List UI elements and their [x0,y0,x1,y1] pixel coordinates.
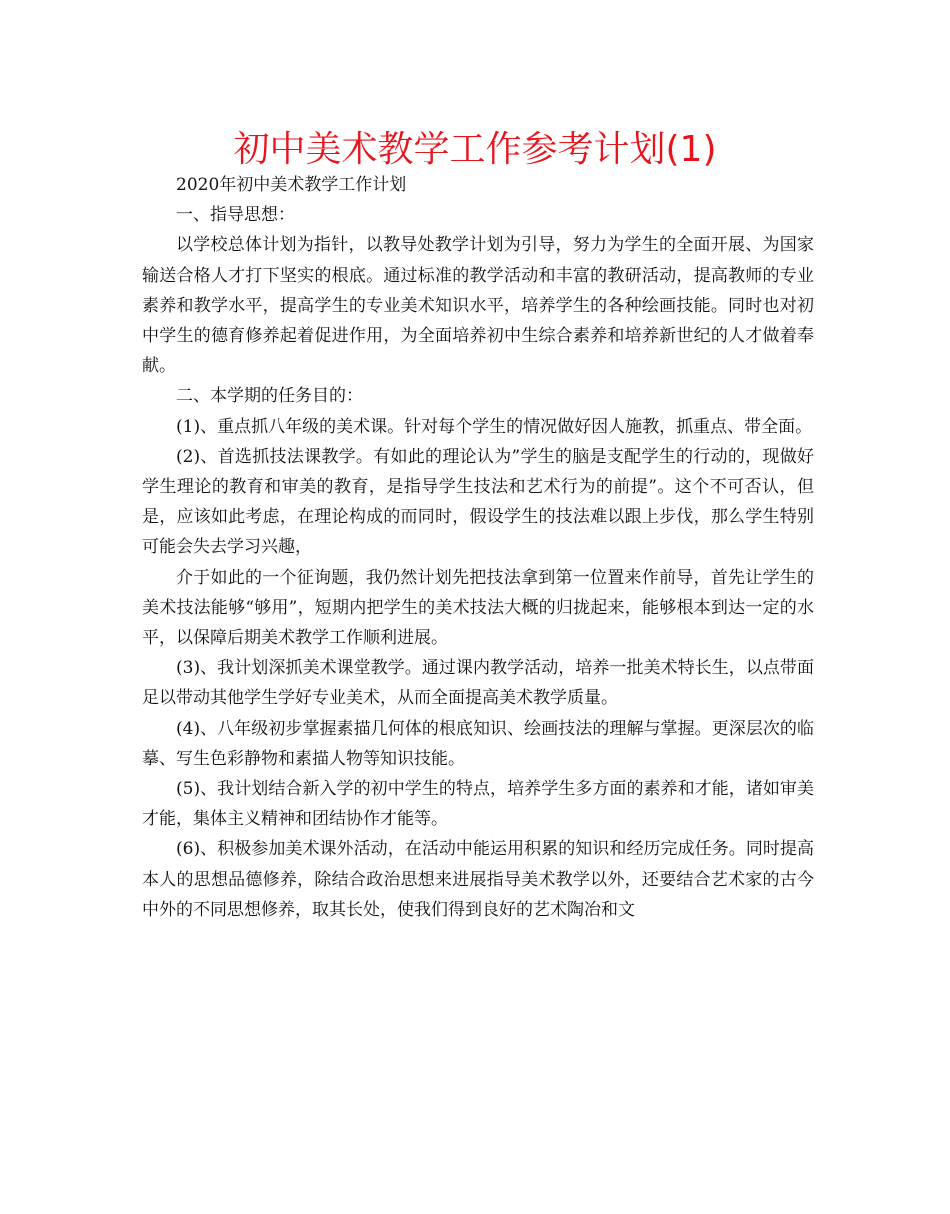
paragraph-goal-6: (6)、积极参加美术课外活动，在活动中能运用积累的知识和经历完成任务。同时提高本人的思想品德修养，除结合政治思想来进展指导美术教学以外，还要结合艺术家的古今中外的不同思想修养，取其长处，使我们得到良好的艺术陶冶和文 [142,839,814,920]
paragraph-goal-3: (3)、我计划深抓美术课堂教学。通过课内教学活动，培养一批美术特长生，以点带面足以带动其他学生学好专业美术，从而全面提高美术教学质量。 [142,658,814,709]
paragraph-guiding-thought: 以学校总体计划为指针，以教导处教学计划为引导，努力为学生的全面开展、为国家输送合格人才打下坚实的根底。通过标准的教学活动和丰富的教研活动，提高教师的专业素养和教学水平，提高学生的专业美术知识水平，培养学生的各种绘画技能。同时也对初中学生的德育修养起着促进作用，为全面培养初中生综合素养和培养新世纪的人才做着奉献。 [142,235,814,377]
paragraph-goal-5: (5)、我计划结合新入学的初中学生的特点，培养学生多方面的素养和才能，诸如审美才能，集体主义精神和团结协作才能等。 [142,779,814,830]
paragraph-goal-4: (4)、八年级初步掌握素描几何体的根底知识、绘画技法的理解与掌握。更深层次的临摹、写生色彩静物和素描人物等知识技能。 [142,718,814,769]
document-body [142,170,814,925]
paragraph-goal-1: (1)、重点抓八年级的美术课。针对每个学生的情况做好因人施教，抓重点、带全面。 [176,416,813,437]
paragraph-heading-guiding-thought: 一、指导思想： [176,205,295,226]
page-title: 初中美术教学工作参考计划(1) [233,129,717,170]
paragraph-goal-2: (2)、首选抓技法课教学。有如此的理论认为”学生的脑是支配学生的行动的，现做好学生理论的教育和审美的教育，是指导学生技法和艺术行为的前提”。这个不可否认，但是，应该如此考虑，在理论构成的而同时，假设学生的技法难以跟上步伐，那么学生特别可能会失去学习兴趣， [142,446,814,558]
paragraph-subtitle: 2020年初中美术教学工作计划 [176,175,407,195]
paragraph-goal-2-continued: 介于如此的一个征询题，我仍然计划先把技法拿到第一位置来作前导，首先让学生的美术技法能够“够用”，短期内把学生的美术技法大概的归拢起来，能够根本到达一定的水平，以保障后期美术教学工作顺利进展。 [142,567,814,649]
paragraph-heading-goals: 二、本学期的任务目的： [176,386,363,407]
